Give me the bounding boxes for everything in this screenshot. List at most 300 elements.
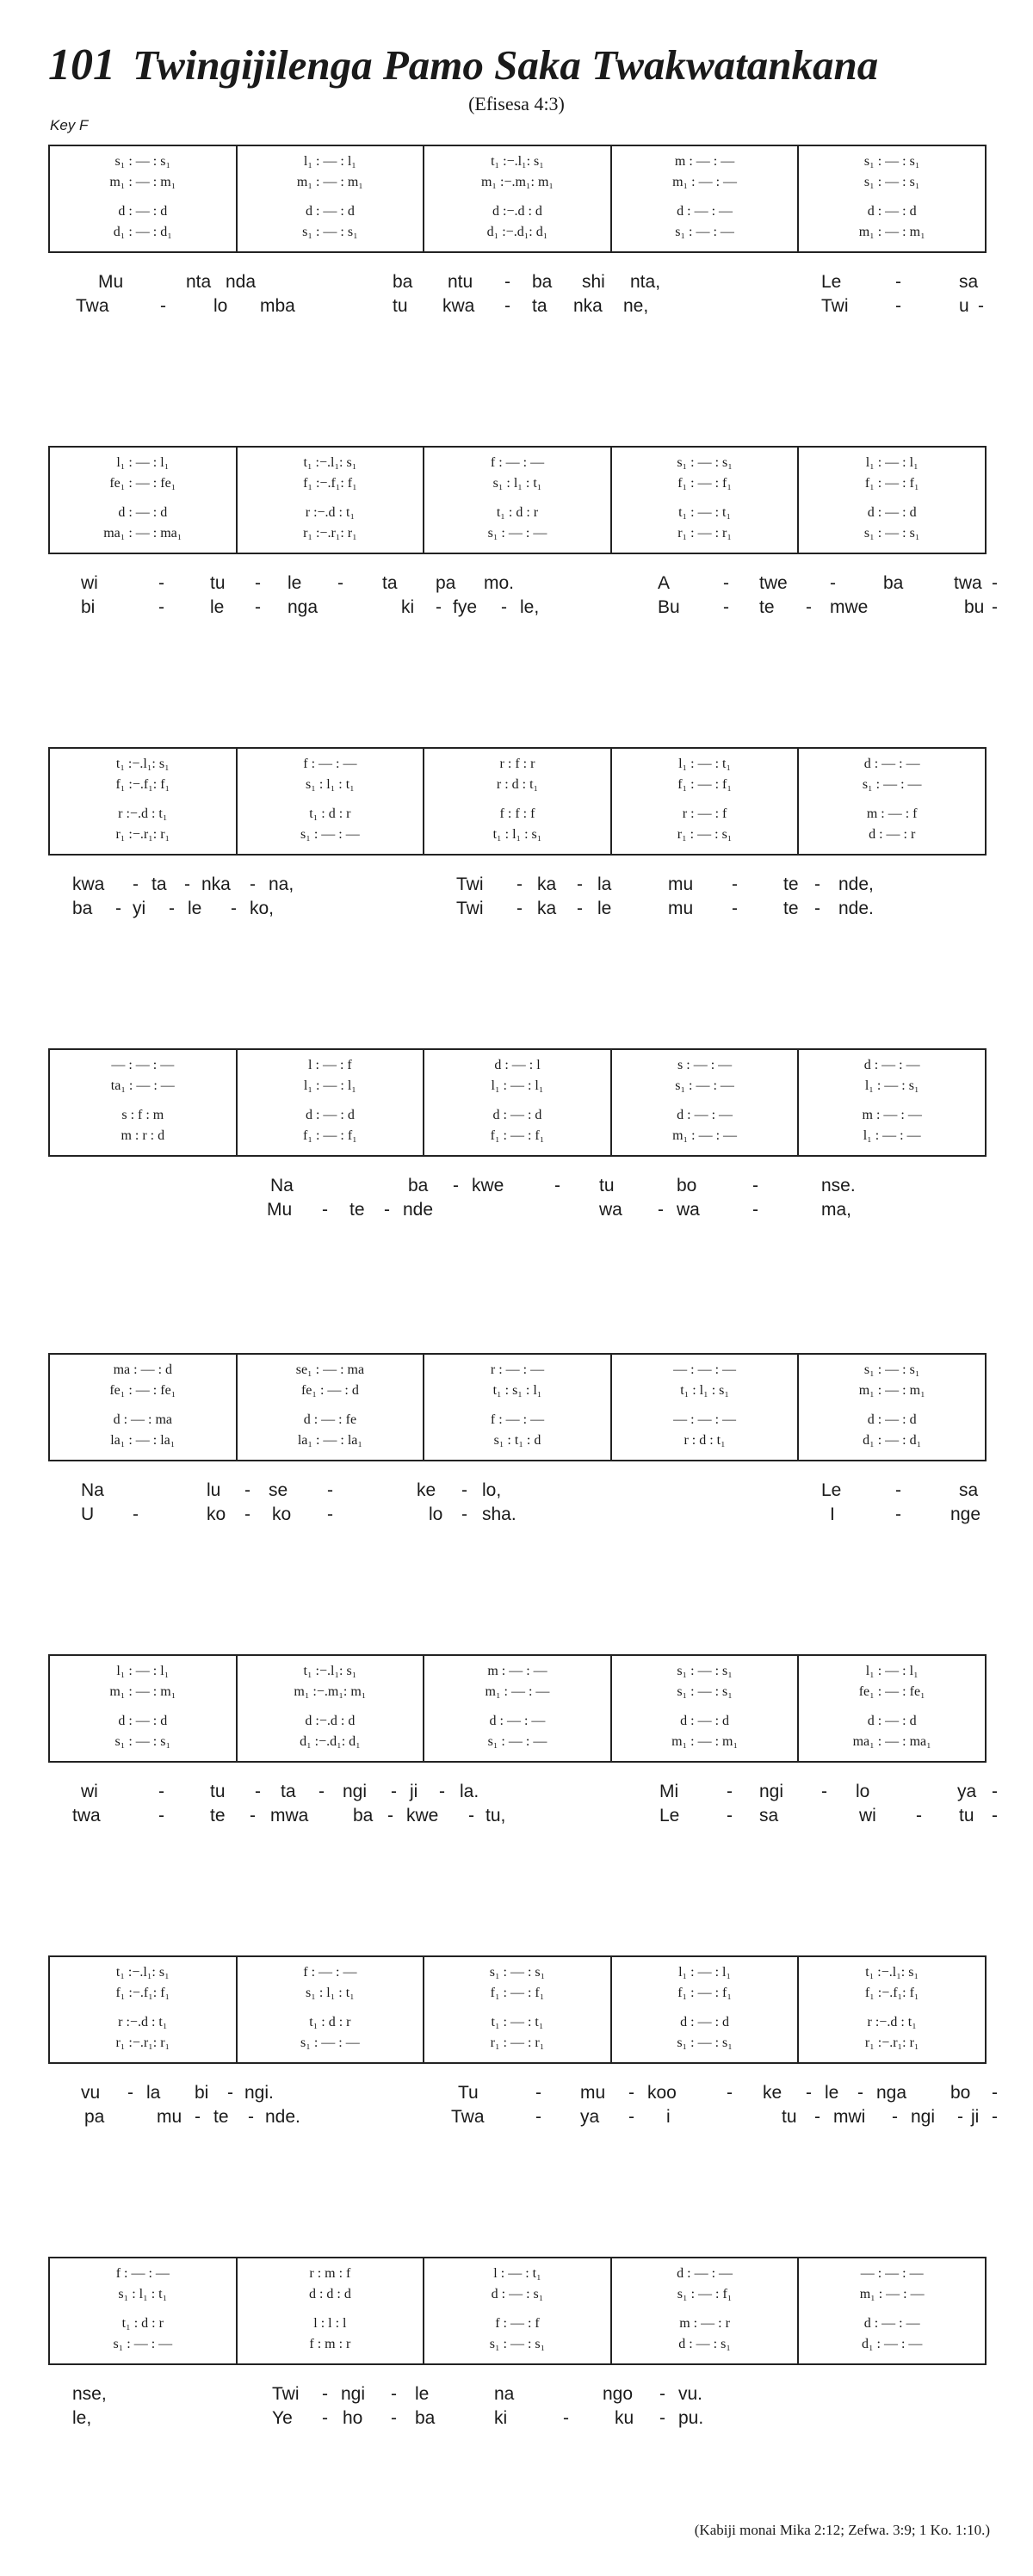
voice-line: t₁ : d : r <box>309 806 351 821</box>
voice-line: l₁ : — : l₁ <box>865 1664 919 1678</box>
measure <box>238 1957 425 2062</box>
voice-line: t₁ : — : t₁ <box>678 505 732 520</box>
lyric-line <box>64 1504 993 1529</box>
lyric-syllable: - <box>992 1806 998 1825</box>
voice-line: s₁ : — : — <box>113 2337 173 2351</box>
voice-line: r : — : f <box>682 806 727 821</box>
lyric-syllable: - <box>535 2083 541 2103</box>
voice-line: f₁ : — : f₁ <box>490 1986 545 2000</box>
voice-line: d₁ : — : — <box>861 2337 923 2351</box>
measure <box>238 1656 425 1761</box>
voice-line: f₁ : — : f₁ <box>303 1128 357 1143</box>
hymn-title: Twingijilenga Pamo Saka Twakwatankana <box>133 41 879 89</box>
lyric-syllable: tu <box>393 296 408 316</box>
lyric-syllable: A <box>658 573 671 593</box>
voice-line: m₁ : — : — <box>672 175 738 189</box>
voice-line: d₁ : — : d₁ <box>863 1433 922 1448</box>
music-system <box>48 1353 987 1524</box>
lyric-syllable: mu <box>668 899 694 918</box>
lyric-syllable: ko, <box>250 899 275 918</box>
lyric-syllable: - <box>895 296 901 316</box>
lyric-syllable: - <box>732 899 738 918</box>
measure <box>238 146 425 251</box>
voice-line: m : — : f <box>866 806 918 821</box>
lyric-syllable: mu <box>580 2083 606 2103</box>
lyric-syllable: ya <box>580 2107 600 2127</box>
voice-line: r₁ : — : r₁ <box>490 2035 545 2050</box>
measure <box>238 1355 425 1460</box>
lyric-syllable: Mu <box>267 1200 293 1220</box>
lyric-syllable: - <box>501 597 507 617</box>
voice-line: f₁ : — : f₁ <box>490 1128 545 1143</box>
lyric-syllable: lo <box>213 296 228 316</box>
voice-line: s : f : m <box>121 1108 164 1122</box>
voice-line: l₁ : — : s₁ <box>864 1078 919 1093</box>
lyric-syllable: la. <box>460 1782 479 1801</box>
voice-line: s : — : — <box>677 1058 733 1072</box>
voice-line: m : — : r <box>679 2316 730 2331</box>
voice-line: d₁ :−.d₁: d₁ <box>486 225 548 239</box>
lyric-syllable: lo <box>429 1504 443 1524</box>
voice-line: la₁ : — : la₁ <box>110 1433 176 1448</box>
lyric-line <box>64 874 993 899</box>
voice-line: s₁ : — : — <box>300 827 360 842</box>
voice-line: s₁ : — : s₁ <box>114 1734 171 1749</box>
lyric-syllable: ta <box>152 874 167 894</box>
voice-line: d : — : d <box>867 1714 917 1728</box>
voice-line: f₁ : — : f₁ <box>864 476 919 491</box>
lyric-line <box>64 296 993 320</box>
lyric-syllable: - <box>387 1806 393 1825</box>
lyric-syllable: ho <box>343 2408 363 2428</box>
lyric-syllable: mwe <box>830 597 869 617</box>
measure <box>612 1355 800 1460</box>
lyric-syllable: - <box>577 899 583 918</box>
voice-line: s₁ : — : — <box>675 1078 734 1093</box>
measure <box>799 146 985 251</box>
voice-line: t₁ : d : r <box>121 2316 164 2331</box>
measure <box>612 448 800 553</box>
lyric-syllable: bu <box>964 597 985 617</box>
voice-line: r₁ :−.r₁: r₁ <box>303 526 357 541</box>
lyric-syllable: - <box>436 597 442 617</box>
voice-line: f : f : f <box>499 806 535 821</box>
voice-line: fe₁ : — : fe₁ <box>109 476 176 491</box>
lyric-syllable: - <box>255 1782 261 1801</box>
lyric-syllable: - <box>160 296 166 316</box>
voice-line: t₁ :−.l₁: s₁ <box>115 757 170 771</box>
voice-line: d :−.d : d <box>492 204 542 219</box>
voice-line: s₁ : — : s₁ <box>677 455 733 470</box>
voice-line: f₁ : — : f₁ <box>677 777 732 792</box>
voice-line: s₁ : — : s₁ <box>302 225 358 239</box>
voice-line: m₁ : — : m₁ <box>296 175 363 189</box>
voice-line: m₁ : — : m₁ <box>109 1684 176 1699</box>
lyric-syllable: - <box>453 1176 459 1195</box>
lyric-syllable: - <box>821 1782 827 1801</box>
lyric-syllable: koo <box>647 2083 677 2103</box>
lyric-syllable: ji <box>971 2107 980 2127</box>
lyric-syllable: - <box>231 899 237 918</box>
measure <box>799 1656 985 1761</box>
lyric-line <box>64 1200 993 1224</box>
lyric-syllable: - <box>468 1806 474 1825</box>
lyric-syllable: Twa <box>451 2107 485 2127</box>
voice-line: m₁ : — : — <box>859 2287 925 2301</box>
measure <box>50 448 238 553</box>
lyric-syllable: bi <box>81 597 96 617</box>
key-signature: Key F <box>50 117 89 133</box>
voice-line: fe₁ : — : fe₁ <box>109 1383 176 1398</box>
voice-line: d : — : d <box>118 204 168 219</box>
measure <box>238 448 425 553</box>
measure <box>612 146 800 251</box>
lyric-syllable: lo <box>856 1782 870 1801</box>
lyric-syllable: - <box>727 2083 733 2103</box>
lyric-syllable: - <box>322 2384 328 2404</box>
lyric-syllable: shi <box>582 272 605 292</box>
lyric-syllable: ya <box>957 1782 977 1801</box>
voice-line: f : — : — <box>303 1965 357 1980</box>
voice-line: f₁ :−.f₁: f₁ <box>303 476 357 491</box>
solfa-staff <box>48 2257 987 2365</box>
lyric-syllable: - <box>992 2083 998 2103</box>
lyric-syllable: ngi <box>759 1782 784 1801</box>
lyric-syllable: wa <box>599 1200 622 1220</box>
voice-line: s₁ : — : — <box>487 526 547 541</box>
voice-line: r : — : — <box>490 1362 545 1377</box>
voice-line: d : — : d <box>867 505 917 520</box>
lyric-syllable: pu. <box>678 2408 704 2428</box>
lyric-syllable: - <box>244 1504 251 1524</box>
lyric-syllable: - <box>391 2384 397 2404</box>
lyric-syllable: fye <box>453 597 478 617</box>
lyric-syllable: mu <box>668 874 694 894</box>
lyric-syllable: - <box>814 2107 820 2127</box>
lyric-syllable: - <box>327 1504 333 1524</box>
lyric-syllable: - <box>337 573 343 593</box>
voice-line: s₁ : — : s₁ <box>489 1965 546 1980</box>
measure <box>50 749 238 854</box>
lyric-syllable: - <box>184 874 190 894</box>
lyric-syllable: - <box>916 1806 922 1825</box>
measure <box>612 749 800 854</box>
voice-line: d₁ : — : d₁ <box>113 225 172 239</box>
lyric-syllable: kwa <box>442 296 475 316</box>
lyric-syllable: nta <box>186 272 212 292</box>
lyric-syllable: ko <box>272 1504 292 1524</box>
voice-line: t₁ :−.l₁: s₁ <box>303 455 357 470</box>
voice-line: d₁ :−.d₁: d₁ <box>300 1734 361 1749</box>
lyric-syllable: pa <box>436 573 456 593</box>
lyric-syllable: wi <box>859 1806 876 1825</box>
solfa-staff <box>48 1654 987 1763</box>
lyric-syllable: - <box>439 1782 445 1801</box>
voice-line: f : — : — <box>490 455 545 470</box>
voice-line: d : — : — <box>863 757 920 771</box>
voice-line: s₁ : — : s₁ <box>677 1664 733 1678</box>
lyric-syllable: - <box>461 1480 467 1500</box>
measure <box>238 2258 425 2363</box>
lyric-syllable: - <box>158 573 164 593</box>
voice-line: d : — : — <box>863 1058 920 1072</box>
measure <box>424 146 612 251</box>
lyric-syllable: nga <box>876 2083 907 2103</box>
lyric-syllable: - <box>752 1176 758 1195</box>
lyric-syllable: te <box>783 899 799 918</box>
lyric-syllable: nga <box>288 597 319 617</box>
voice-line: l₁ : — : l₁ <box>303 154 356 169</box>
lyric-syllable: ta <box>281 1782 296 1801</box>
lyric-syllable: - <box>563 2408 569 2428</box>
voice-line: l₁ : — : — <box>863 1128 921 1143</box>
lyric-syllable: twe <box>759 573 788 593</box>
lyric-syllable: ji <box>410 1782 418 1801</box>
measure <box>424 1355 612 1460</box>
lyric-syllable: - <box>658 1200 664 1220</box>
lyric-syllable: kwe <box>406 1806 439 1825</box>
voice-line: t₁ :−.l₁: s₁ <box>303 1664 357 1678</box>
lyric-syllable: - <box>384 1200 390 1220</box>
lyric-syllable: U <box>81 1504 95 1524</box>
measure <box>50 146 238 251</box>
voice-line: s₁ : — : s₁ <box>677 2035 733 2050</box>
lyric-syllable: u <box>959 296 969 316</box>
measure <box>612 1050 800 1155</box>
lyric-syllable: nde. <box>265 2107 300 2127</box>
lyric-syllable: twa <box>72 1806 101 1825</box>
lyric-syllable: - <box>727 1806 733 1825</box>
lyric-syllable: sa <box>959 272 979 292</box>
lyric-syllable: - <box>992 2107 998 2127</box>
lyric-syllable: - <box>248 2107 254 2127</box>
voice-line: t₁ : l₁ : s₁ <box>680 1383 729 1398</box>
lyric-syllable: - <box>158 1806 164 1825</box>
voice-line: fe₁ : — : fe₁ <box>858 1684 925 1699</box>
lyric-syllable: Twa <box>76 296 109 316</box>
voice-line: r :−.d : t₁ <box>118 806 168 821</box>
voice-line: d : — : l <box>494 1058 541 1072</box>
voice-line: m₁ : — : — <box>672 1128 738 1143</box>
voice-line: f₁ : — : f₁ <box>677 476 732 491</box>
lyric-syllable: mba <box>260 296 295 316</box>
lyric-line <box>64 272 993 296</box>
voice-line: m₁ : — : m₁ <box>858 225 925 239</box>
music-system <box>48 446 998 617</box>
lyric-syllable: Tu <box>458 2083 479 2103</box>
lyric-syllable: kwa <box>72 874 105 894</box>
measure <box>238 1050 425 1155</box>
lyric-syllable: pa <box>84 2107 105 2127</box>
voice-line: m₁ : — : m₁ <box>858 1383 925 1398</box>
voice-line: t₁ :−.l₁: s₁ <box>491 154 544 169</box>
lyric-syllable: te <box>210 1806 226 1825</box>
lyric-line <box>64 2408 993 2432</box>
scripture-reference: (Efisesa 4:3) <box>468 93 565 114</box>
lyric-syllable: - <box>391 1782 397 1801</box>
lyric-syllable: - <box>978 296 984 316</box>
voice-line: r₁ :−.r₁: r₁ <box>115 827 170 842</box>
lyric-syllable: ntu <box>448 272 473 292</box>
lyric-syllable: Na <box>81 1480 104 1500</box>
lyric-syllable: - <box>327 1480 333 1500</box>
lyric-syllable: - <box>504 296 510 316</box>
lyric-syllable: ki <box>401 597 415 617</box>
lyric-syllable: ko <box>207 1504 226 1524</box>
voice-line: r :−.d : t₁ <box>305 505 356 520</box>
voice-line: ma₁ : — : ma₁ <box>852 1734 931 1749</box>
solfa-staff <box>48 747 987 856</box>
lyric-syllable: le <box>597 899 612 918</box>
lyric-syllable: mo. <box>484 573 515 593</box>
lyric-syllable: ma, <box>821 1200 852 1220</box>
lyric-syllable: na, <box>269 874 294 894</box>
lyric-syllable: Bu <box>658 597 680 617</box>
lyric-syllable: ke <box>417 1480 436 1500</box>
lyric-syllable: - <box>992 573 998 593</box>
lyric-syllable: - <box>814 874 820 894</box>
lyric-syllable: Mi <box>659 1782 679 1801</box>
voice-line: m₁ :−.m₁: m₁ <box>480 175 554 189</box>
lyric-syllable: ba <box>353 1806 374 1825</box>
voice-line: f₁ : — : f₁ <box>677 1986 732 2000</box>
lyric-syllable: nka <box>573 296 603 316</box>
lyric-syllable: kwe <box>472 1176 504 1195</box>
solfa-staff <box>48 446 987 554</box>
lyric-syllable: - <box>554 1176 560 1195</box>
lyric-syllable: wa <box>677 1200 700 1220</box>
voice-line: f : — : f <box>495 2316 540 2331</box>
voice-line: f : — : — <box>303 757 357 771</box>
voice-line: l₁ : — : l₁ <box>865 455 919 470</box>
voice-line: f₁ :−.f₁: f₁ <box>115 777 170 792</box>
solfa-staff <box>48 1048 987 1157</box>
lyric-syllable: le, <box>72 2408 92 2428</box>
voice-line: s₁ : l₁ : t₁ <box>492 476 542 491</box>
measure <box>612 2258 800 2363</box>
measure <box>612 1656 800 1761</box>
lyric-syllable: nta, <box>630 272 661 292</box>
voice-line: d : — : ma <box>113 1412 173 1427</box>
lyric-syllable: Ye <box>272 2408 293 2428</box>
lyric-syllable: yi <box>133 899 146 918</box>
lyric-syllable: - <box>659 2384 665 2404</box>
voice-line: s₁ : — : s₁ <box>863 175 920 189</box>
voice-line: f : m : r <box>309 2337 351 2351</box>
measure <box>424 1050 612 1155</box>
lyric-line <box>64 597 998 621</box>
voice-line: r₁ :−.r₁: r₁ <box>115 2035 170 2050</box>
voice-line: m₁ :−.m₁: m₁ <box>294 1684 367 1699</box>
voice-line: d : — : d <box>867 204 917 219</box>
lyric-syllable: twa <box>954 573 982 593</box>
lyric-syllable: - <box>857 2083 863 2103</box>
lyric-syllable: tu <box>782 2107 797 2127</box>
lyric-line <box>64 573 998 597</box>
voice-line: la₁ : — : la₁ <box>297 1433 362 1448</box>
measure <box>799 448 985 553</box>
lyric-syllable: te <box>349 1200 365 1220</box>
lyric-line <box>64 2107 998 2131</box>
lyric-syllable: - <box>115 899 121 918</box>
lyric-syllable: Le <box>659 1806 680 1825</box>
lyric-syllable: Twi <box>456 899 484 918</box>
lyric-syllable: - <box>255 597 261 617</box>
measure <box>799 1957 985 2062</box>
lyric-syllable: ta <box>382 573 398 593</box>
lyric-syllable: nka <box>201 874 231 894</box>
lyric-syllable: - <box>992 597 998 617</box>
measure <box>424 2258 612 2363</box>
lyric-syllable: mu <box>157 2107 182 2127</box>
measure <box>424 1957 612 2062</box>
lyric-syllable: mwa <box>270 1806 309 1825</box>
lyric-syllable: - <box>830 573 836 593</box>
voice-line: d : — : d <box>680 1714 730 1728</box>
lyric-syllable: la <box>597 874 612 894</box>
lyric-syllable: - <box>723 573 729 593</box>
lyric-syllable: ta <box>532 296 547 316</box>
lyric-syllable: - <box>244 1480 251 1500</box>
lyric-syllable: tu <box>210 1782 226 1801</box>
measure <box>612 1957 800 2062</box>
lyric-syllable: - <box>516 899 523 918</box>
lyric-syllable: bo <box>677 1176 697 1195</box>
measure <box>799 2258 985 2363</box>
lyric-syllable: ku <box>615 2408 634 2428</box>
voice-line: d : — : d <box>867 1412 917 1427</box>
voice-line: r₁ : — : r₁ <box>677 526 732 541</box>
voice-line: ta₁ : — : — <box>110 1078 175 1093</box>
lyric-syllable: tu, <box>486 1806 506 1825</box>
lyric-syllable: ba <box>72 899 93 918</box>
lyric-syllable: wi <box>81 1782 98 1801</box>
voice-line: f : — : — <box>490 1412 545 1427</box>
measure <box>799 749 985 854</box>
voice-line: — : — : — <box>860 2266 924 2281</box>
lyric-syllable: - <box>133 874 139 894</box>
voice-line: s₁ : — : s₁ <box>114 154 171 169</box>
lyric-syllable: Na <box>270 1176 294 1195</box>
solfa-staff <box>48 1955 987 2064</box>
lyric-syllable: vu. <box>678 2384 703 2404</box>
music-system <box>48 747 987 918</box>
voice-line: m₁ : — : — <box>485 1684 550 1699</box>
voice-line: s₁ : — : — <box>862 777 922 792</box>
lyric-syllable: - <box>169 899 175 918</box>
lyric-syllable: se <box>269 1480 288 1500</box>
lyric-syllable: Twi <box>821 296 849 316</box>
lyric-syllable: ba <box>393 272 413 292</box>
voice-line: t₁ : — : t₁ <box>491 2015 544 2029</box>
voice-line: r :−.d : t₁ <box>867 2015 917 2029</box>
measure <box>50 1050 238 1155</box>
voice-line: d : — : d <box>680 2015 730 2029</box>
lyric-syllable: Mu <box>98 272 124 292</box>
footer-references: (Kabiji monai Mika 2:12; Zefwa. 3:9; 1 Ko. 1:10.) <box>694 2522 990 2538</box>
lyric-syllable: - <box>127 2083 133 2103</box>
voice-line: — : — : — <box>111 1058 175 1072</box>
voice-line: s₁ : — : s₁ <box>863 154 920 169</box>
voice-line: d : — : d <box>305 1108 355 1122</box>
music-system <box>48 1654 998 1825</box>
voice-line: m : — : — <box>674 154 735 169</box>
lyric-syllable: - <box>895 1504 901 1524</box>
voice-line: — : — : — <box>673 1412 737 1427</box>
lyric-syllable: lo, <box>482 1480 502 1500</box>
lyric-syllable: nda <box>226 272 257 292</box>
lyric-syllable: - <box>806 597 812 617</box>
